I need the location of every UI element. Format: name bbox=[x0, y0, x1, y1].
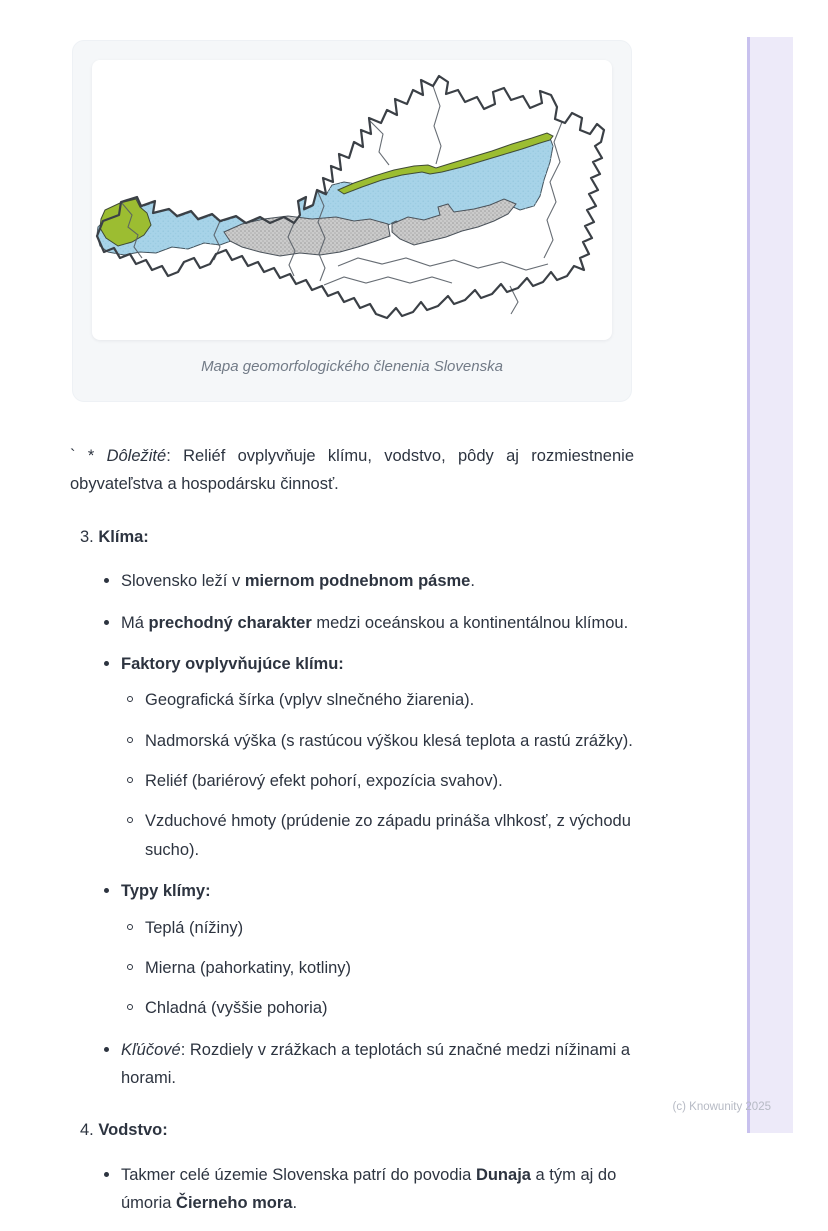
note-prefix: ` * bbox=[70, 447, 95, 465]
list-item-text: Takmer celé územie Slovenska patrí do povodia Dunaja a tým aj do úmoria Čierneho mora. bbox=[121, 1165, 617, 1213]
sub-list-item bbox=[127, 727, 634, 755]
map-caption: Mapa geomorfologického členenia Slovenska bbox=[201, 358, 503, 375]
note-text: : Reliéf ovplyvňuje klímu, vodstvo, pôdy aj rozmiestnenie obyvateľstva a hospodársku činnosť. bbox=[70, 447, 634, 494]
section-title: Klíma: bbox=[98, 527, 149, 546]
sub-list-item-text: Vzduchové hmoty (prúdenie zo západu prináša vlhkosť, z východu sucho). bbox=[145, 812, 631, 859]
sub-list-item-text: Teplá (nížiny) bbox=[145, 918, 244, 937]
section-title: Vodstvo: bbox=[98, 1121, 168, 1140]
list-item-text: Má prechodný charakter medzi oceánskou a kontinentálnou klímou. bbox=[121, 613, 629, 632]
section bbox=[70, 523, 634, 1093]
list-item bbox=[103, 650, 634, 864]
list-item-text: Kľúčové: Rozdiely v zrážkach a teplotách sú značné medzi nížinami a horami. bbox=[121, 1040, 631, 1087]
list-item-text: Typy klímy: bbox=[121, 882, 211, 901]
list-item-text: Faktory ovplyvňujúce klímu: bbox=[121, 654, 344, 673]
section bbox=[70, 1116, 634, 1217]
sub-list-item-text: Reliéf (bariérový efekt pohorí, expozícia svahov). bbox=[145, 772, 503, 790]
section-number: 3. bbox=[80, 527, 99, 546]
section-heading bbox=[80, 523, 634, 551]
sub-list-item bbox=[127, 994, 634, 1022]
sub-list-item-text: Nadmorská výška (s rastúcou výškou klesá teplota a rastú zrážky). bbox=[145, 731, 633, 750]
note-term: Dôležité bbox=[106, 447, 167, 465]
bullet-list bbox=[70, 567, 634, 1092]
list-item bbox=[103, 1161, 634, 1218]
section-number: 4. bbox=[80, 1121, 99, 1140]
list-item bbox=[103, 1036, 634, 1093]
austria-map-svg bbox=[92, 60, 612, 340]
list-item bbox=[103, 609, 634, 637]
map-figure-card bbox=[72, 40, 632, 402]
sub-list-item-text: Geografická šírka (vplyv slnečného žiarenia). bbox=[145, 691, 475, 710]
copyright: (c) Knowunity 2025 bbox=[672, 1101, 771, 1113]
sub-list-item bbox=[127, 686, 634, 714]
sub-list-item bbox=[127, 954, 634, 982]
sub-list-item bbox=[127, 767, 634, 795]
sub-list-item-text: Chladná (vyššie pohoria) bbox=[145, 999, 328, 1018]
map-image bbox=[92, 60, 612, 340]
list-item-text: Slovensko leží v miernom podnebnom pásme. bbox=[121, 572, 475, 591]
content-sections bbox=[70, 523, 634, 1218]
sub-list-item bbox=[127, 807, 634, 864]
list-item bbox=[103, 877, 634, 1023]
sub-bullet-list bbox=[121, 686, 634, 864]
section-heading bbox=[80, 1116, 634, 1144]
sub-bullet-list bbox=[121, 914, 634, 1023]
sub-list-item-text: Mierna (pahorkatiny, kotliny) bbox=[145, 958, 352, 977]
bullet-list bbox=[70, 1161, 634, 1218]
important-note bbox=[70, 442, 634, 499]
sub-list-item bbox=[127, 914, 634, 942]
scrollbar-rail[interactable] bbox=[747, 37, 793, 1133]
list-item bbox=[103, 567, 634, 595]
